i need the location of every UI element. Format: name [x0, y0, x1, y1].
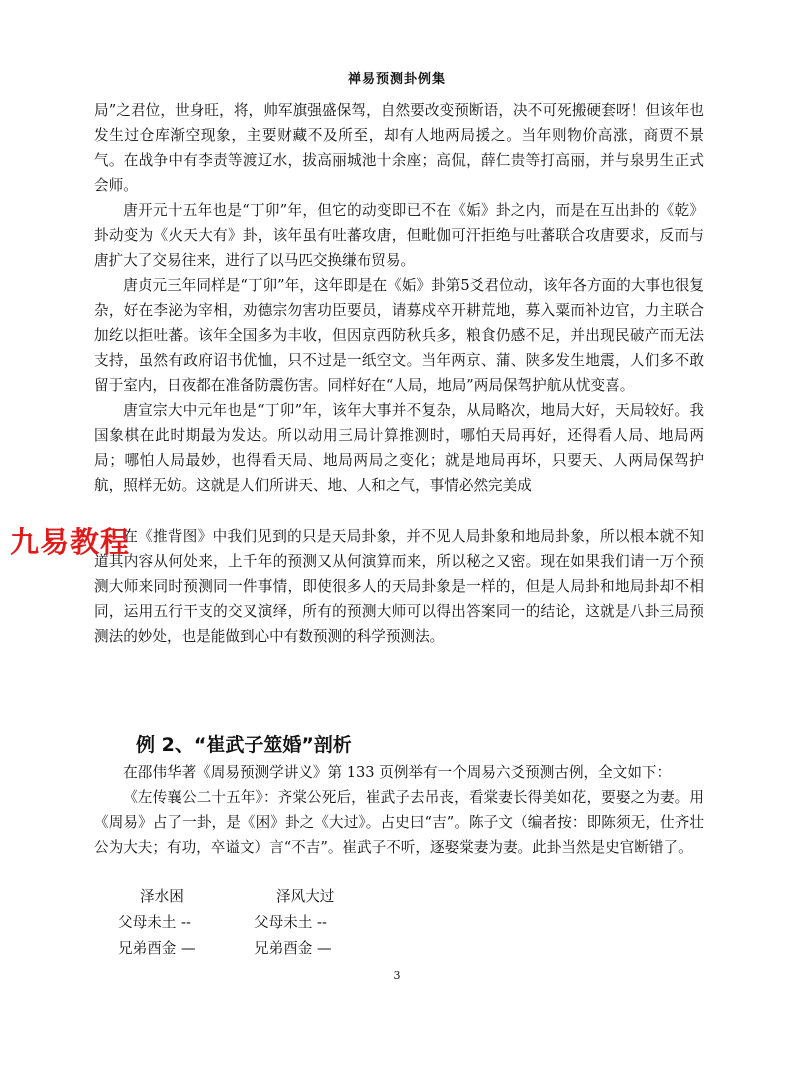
- paragraph: 唐开元十五年也是“丁卯”年，但它的动变即已不在《姤》卦之内，而是在互出卦的《乾》卦动变为《火天大有》卦，该年虽有吐蕃攻唐，但毗伽可汗拒绝与吐蕃联合攻唐要求，反而与唐扩大了交易往来，进行了以马匹交换缣布贸易。: [94, 202, 704, 269]
- hexagram-name-row: [118, 884, 412, 910]
- hexagram-line: 父母未土 --: [118, 914, 191, 931]
- section-intro: 在邵伟华著《周易预测学讲义》第 133 页例举有一个周易六爻预测古例，全文如下：: [123, 764, 672, 781]
- hexagram-line-row: [118, 910, 412, 936]
- paragraph: 在《推背图》中我们见到的只是天局卦象，并不见人局卦象和地局卦象，所以根本就不知道其内容从何处来，上千年的预测又从何演算而来，所以秘之又密。现在如果我们请一万个预测大师来同时预测同一件事情，即使很多人的天局卦象是一样的，但是人局卦和地局卦却不相同，运用五行干支的交叉演绎，所有的预测大师可以得出答案同一的结论，这就是八卦三局预测法的妙处，也是能做到心中有数预测的科学预测法。: [94, 528, 704, 645]
- hexagram-line: 父母未土 --: [254, 914, 327, 931]
- page-header-title: 禅易预测卦例集: [347, 72, 446, 87]
- paragraph: 唐宣宗大中元年也是“丁卯”年，该年大事并不复杂，从局略次，地局大好，天局较好。我国象棋在此时期最为发达。所以动用三局计算推测时，哪怕天局再好，还得看人局、地局两局；哪怕人局最妙，也得看天局、地局两局之变化；就是地局再坏，只要天、人两局保驾护航，照样无妨。这就是人们所讲天、地、人和之气，事情必然完美成: [94, 402, 704, 494]
- section-title: 例 2、“崔武子筮婚”剖析: [136, 734, 352, 756]
- hexagram-line: 兄弟酉金 —: [254, 940, 332, 957]
- section-quote: 《左传襄公二十五年》：齐棠公死后，崔武子去吊丧，看棠妻长得美如花，要娶之为妻。用《周易》占了一卦，是《困》卦之《大过》。占史曰“吉”。陈子文（编者按：即陈须无，仕齐壮公为大夫；有功，卒谥文）言“不吉”。崔武子不听，逐娶棠妻为妻。此卦当然是史官断错了。: [94, 789, 704, 856]
- hexagram-name: 泽风大过: [276, 888, 335, 905]
- main-text-block: [94, 98, 704, 649]
- watermark-logo: 九易教程: [10, 525, 131, 559]
- hexagram-name: 泽水困: [140, 888, 184, 905]
- hexagram-line: 兄弟酉金 —: [118, 940, 196, 957]
- page-number: 3: [393, 969, 401, 982]
- paragraph: 唐贞元三年同样是“丁卯”年，这年即是在《姤》卦第5爻君位动，该年各方面的大事也很复杂，好在李泌为宰相，劝德宗勿害功臣要员，请募戍卒开耕荒地，募入粟而补边官，力主联合加纥以拒吐蕃。该年全国多为丰收，但因京西防秋兵多，粮食仍感不足，并出现民破产而无法支持，虽然有政府诏书优恤，只不过是一纸空文。当年两京、蒲、陕多发生地震，人们多不敢留于室内，日夜都在准备防震伤害。同样好在“人局，地局”两局保驾护航从忧变喜。: [94, 277, 704, 394]
- hexagram-line-row: [118, 936, 412, 962]
- paragraph: 局”之君位，世身旺，将，帅军旗强盛保驾，自然要改变预断语，决不可死搬硬套呀！但该年也发生过仓库渐空现象，主要财藏不及所至，却有人地两局援之。当年则物价高涨，商贾不景气。在战争中有李责等渡辽水，拔高丽城池十余座；高侃，薛仁贵等打高丽，并与泉男生正式会师。: [94, 102, 704, 194]
- hexagram-table: [118, 884, 412, 962]
- section-body: [94, 760, 704, 860]
